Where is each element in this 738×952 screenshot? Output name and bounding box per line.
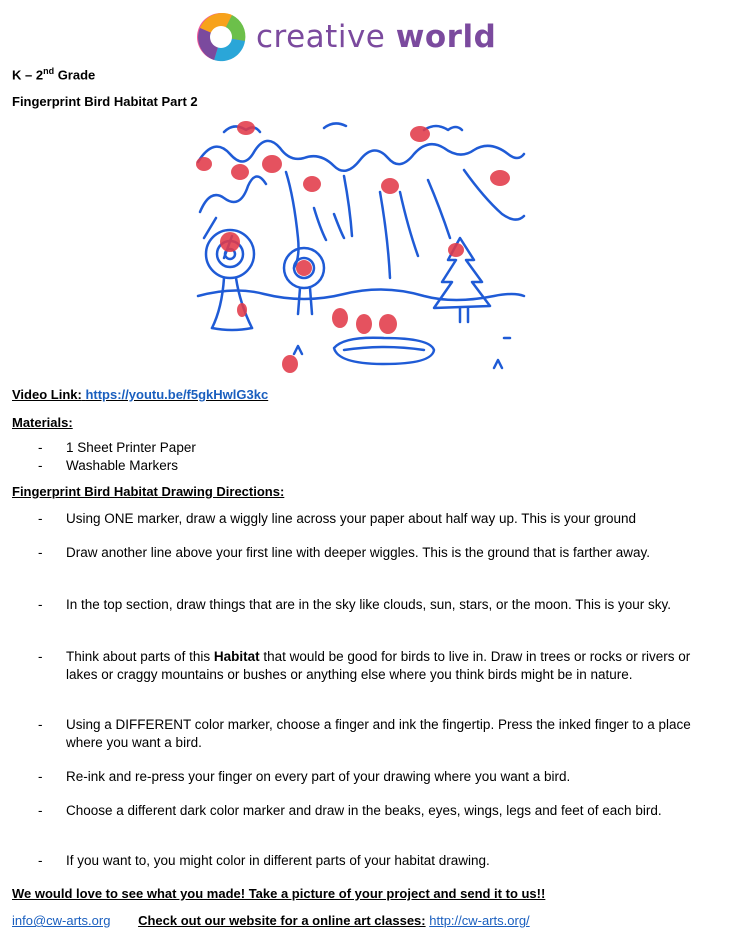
logo-word-creative: creative [256, 19, 386, 55]
bullet-dash: - [38, 853, 43, 868]
bullet-dash: - [38, 597, 43, 612]
direction-step-6 [38, 768, 718, 786]
bullet-dash: - [38, 458, 43, 473]
direction-step-4 [38, 648, 718, 684]
bullet-dash: - [38, 545, 43, 560]
direction-step-3 [38, 596, 718, 614]
list-item [38, 440, 196, 458]
bullet-dash: - [38, 803, 43, 818]
material-text: Washable Markers [66, 458, 179, 473]
step-text [66, 648, 718, 684]
video-link-label: Video Link: [12, 387, 82, 402]
direction-step-1 [38, 510, 718, 528]
creative-world-logo [192, 8, 537, 66]
directions-heading: Fingerprint Bird Habitat Drawing Directions: [12, 484, 285, 499]
materials-list [38, 440, 196, 476]
grade-level [12, 66, 95, 82]
video-link-line [12, 387, 268, 402]
grade-superscript: nd [43, 66, 55, 76]
list-item [38, 458, 196, 476]
contact-line [12, 913, 530, 928]
logo-word-world: world [395, 19, 497, 55]
lesson-title: Fingerprint Bird Habitat Part 2 [12, 94, 198, 109]
logo-swirl-icon [192, 8, 250, 66]
step-text: Draw another line above your first line with deeper wiggles. This is the ground that is farther away. [66, 545, 651, 560]
email-link[interactable]: info@cw-arts.org [12, 913, 111, 928]
bullet-dash: - [38, 649, 43, 664]
step-text: If you want to, you might color in different parts of your habitat drawing. [66, 853, 490, 868]
logo-wordmark [256, 19, 496, 55]
video-link[interactable]: https://youtu.be/f5gkHwlG3kc [85, 387, 269, 402]
direction-step-8 [38, 852, 718, 870]
step-text: Using a DIFFERENT color marker, choose a finger and ink the fingertip. Press the inked finger to a place where you want a bird. [66, 717, 691, 750]
bullet-dash: - [38, 440, 43, 455]
step-4-habitat-word: Habitat [213, 649, 260, 664]
step-text: Re-ink and re-press your finger on every part of your drawing where you want a bird. [66, 769, 571, 784]
bullet-dash: - [38, 511, 43, 526]
materials-heading: Materials: [12, 415, 73, 430]
direction-step-5 [38, 716, 718, 752]
grade-suffix: Grade [54, 67, 96, 83]
share-call-to-action: We would love to see what you made! Take a picture of your project and send it to us!! [12, 886, 546, 901]
step-4-text-start: Think about parts of this [66, 649, 214, 664]
material-text: 1 Sheet Printer Paper [66, 440, 196, 455]
step-text: Choose a different dark color marker and draw in the beaks, eyes, wings, legs and feet of each bird. [66, 803, 662, 818]
example-bird-habitat-drawing [194, 118, 528, 380]
direction-step-7 [38, 802, 718, 820]
website-label: Check out our website for a online art classes: [138, 913, 426, 928]
bullet-dash: - [38, 769, 43, 784]
step-text: In the top section, draw things that are in the sky like clouds, sun, stars, or the moon. This is your sky. [66, 597, 672, 612]
step-text: Using ONE marker, draw a wiggly line across your paper about half way up. This is your ground [66, 511, 637, 526]
direction-step-2 [38, 544, 718, 562]
bullet-dash: - [38, 717, 43, 732]
step-4-text-end: that would be good for birds to live in. Draw in trees or rocks or rivers or lakes or craggy mountains or bushes or anything else where you think birds might be in nature. [66, 649, 691, 682]
grade-prefix: K – 2 [12, 67, 44, 83]
website-link[interactable]: http://cw-arts.org/ [429, 913, 530, 928]
